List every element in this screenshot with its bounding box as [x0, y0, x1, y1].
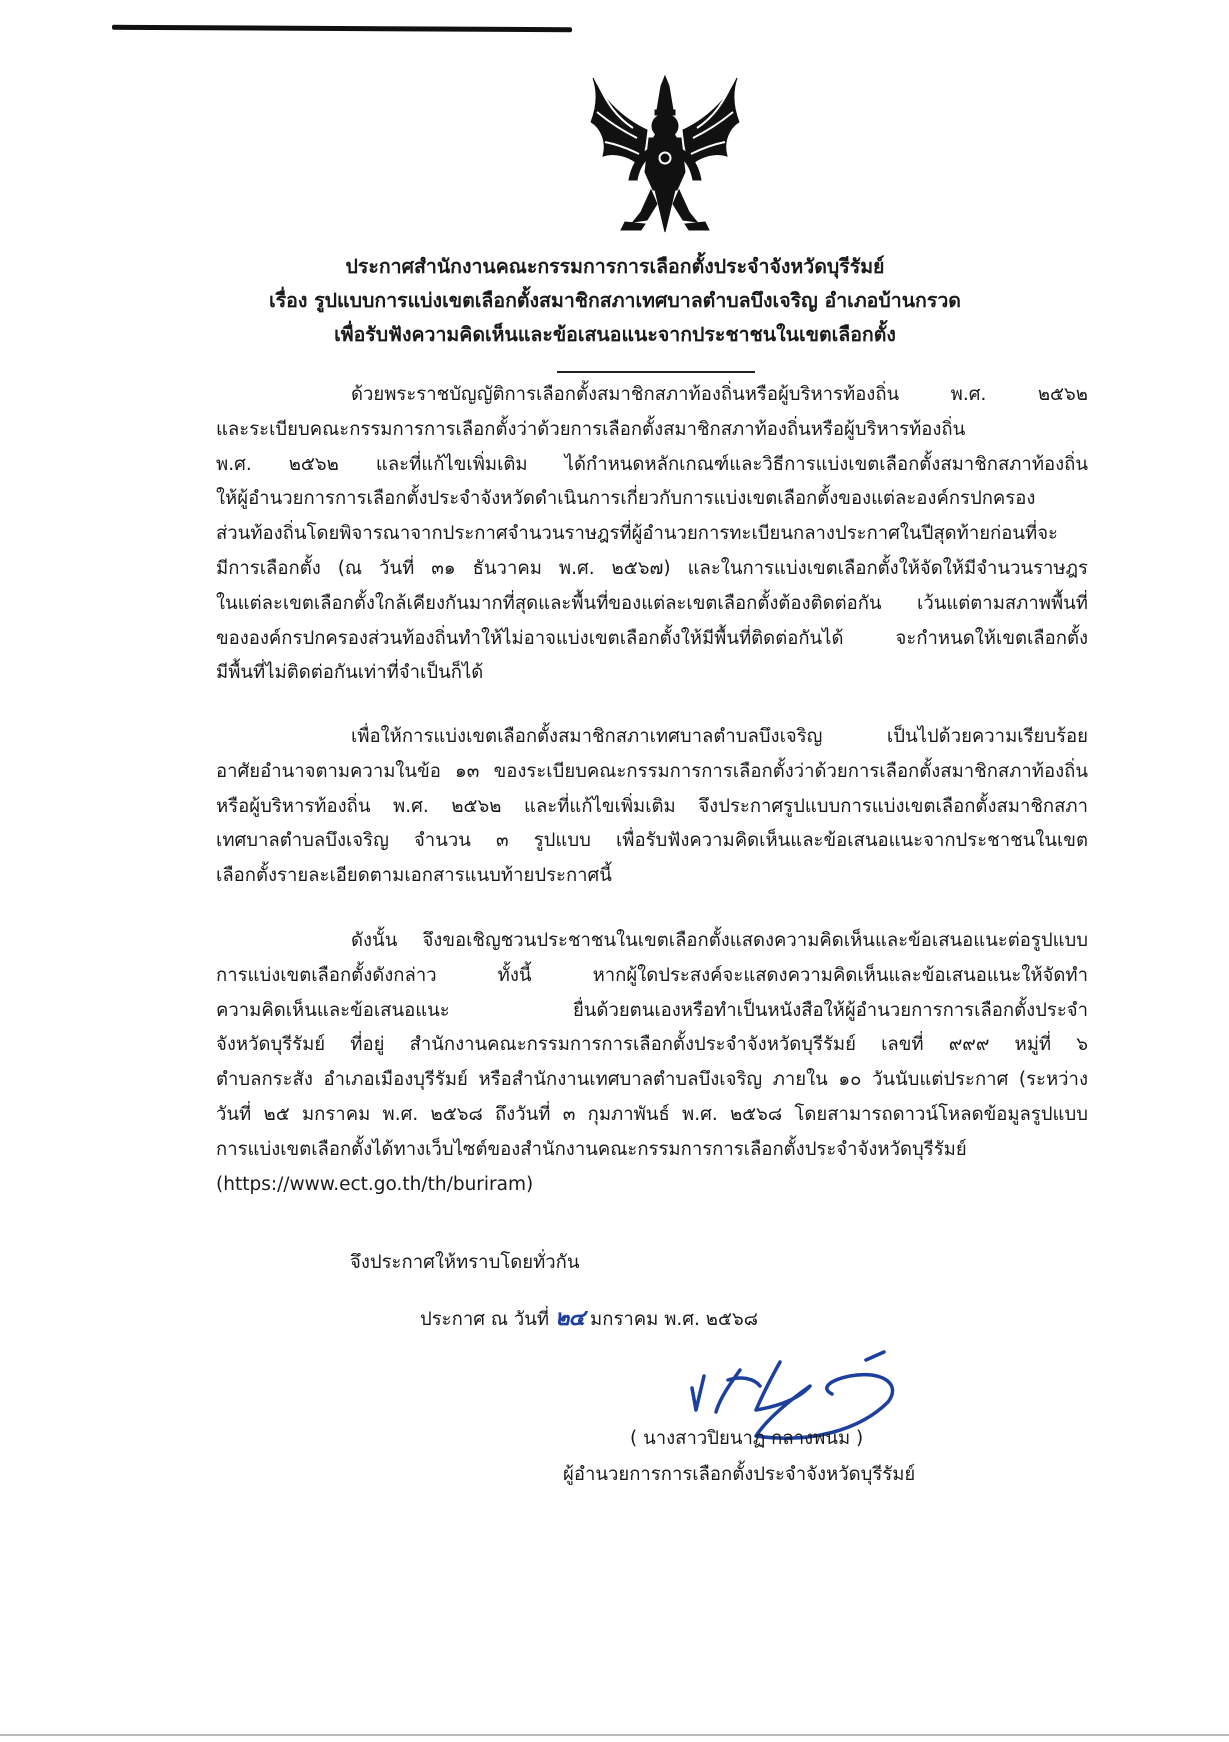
paragraph-line: ในแต่ละเขตเลือกตั้งใกล้เคียงกันมากที่สุดและพื้นที่ของแต่ละเขตเลือกตั้งต้องติดต่อกัน เว้นแต่ตามสภาพพื้นที่ — [216, 592, 1088, 614]
paragraph-line: การแบ่งเขตเลือกตั้งดังกล่าว ทั้งนี้ หากผู้ใดประสงค์จะแสดงความคิดเห็นและข้อเสนอแนะให้จัดทำ — [216, 964, 1088, 986]
date-day-handwritten: ๒๔ — [555, 1306, 585, 1331]
date-suffix: มกราคม พ.ศ. ๒๕๖๘ — [590, 1309, 759, 1330]
paragraph-line: และระเบียบคณะกรรมการการเลือกตั้งว่าด้วยการเลือกตั้งสมาชิกสภาท้องถิ่นหรือผู้บริหารท้องถิ่น — [216, 418, 966, 440]
paragraph-line: อาศัยอำนาจตามความในข้อ ๑๓ ของระเบียบคณะกรรมการการเลือกตั้งว่าด้วยการเลือกตั้งสมาชิกสภาท้องถิ่น — [216, 760, 1088, 782]
paragraph-line: ให้ผู้อำนวยการการเลือกตั้งประจำจังหวัดดำเนินการเกี่ยวกับการแบ่งเขตเลือกตั้งของแต่ละองค์กรปกครอง — [216, 488, 1036, 510]
announcement-date — [420, 1300, 758, 1335]
paragraph-legal-basis — [216, 378, 1088, 691]
header-purpose: เพื่อรับฟังความคิดเห็นและข้อเสนอแนะจากประชาชนในเขตเลือกตั้ง — [334, 323, 896, 346]
signer-name: ( นางสาวปิยนาฏ กลางพนม ) — [630, 1428, 864, 1449]
paragraph-line: วันที่ ๒๕ มกราคม พ.ศ. ๒๕๖๘ ถึงวันที่ ๓ กุมภาพันธ์ พ.ศ. ๒๕๖๘ โดยสามารถดาวน์โหลดข้อมูลรูปแบบ — [216, 1103, 1088, 1125]
signer-title: ผู้อำนวยการการเลือกตั้งประจำจังหวัดบุรีรัมย์ — [563, 1464, 916, 1485]
header-divider — [557, 371, 755, 373]
paragraph-line: ดังนั้น จึงขอเชิญชวนประชาชนในเขตเลือกตั้งแสดงความคิดเห็นและข้อเสนอแนะต่อรูปแบบ — [351, 930, 1088, 951]
closing-statement: จึงประกาศให้ทราบโดยทั่วกัน — [350, 1252, 580, 1273]
announcement-header — [150, 250, 1080, 352]
paragraph-line: การแบ่งเขตเลือกตั้งได้ทางเว็บไซต์ของสำนักงานคณะกรรมการการเลือกตั้งประจำจังหวัดบุรีรัมย์ — [216, 1138, 967, 1160]
paragraph-line: เทศบาลตำบลบึงเจริญ จำนวน ๓ รูปแบบ เพื่อรับฟังความคิดเห็นและข้อเสนอแนะจากประชาชนในเขต — [216, 830, 1088, 852]
paragraph-line: พ.ศ. ๒๕๖๒ และที่แก้ไขเพิ่มเติม ได้กำหนดหลักเกณฑ์และวิธีการแบ่งเขตเลือกตั้งสมาชิกสภาท้องถิ่น — [216, 453, 1089, 475]
paragraph-line: ความคิดเห็นและข้อเสนอแนะ ยื่นด้วยตนเองหรือทำเป็นหนังสือให้ผู้อำนวยการการเลือกตั้งประจำ — [216, 999, 1088, 1021]
scan-edge-mark — [112, 25, 572, 32]
paragraph-announcement — [216, 720, 1088, 894]
paragraph-line: ขององค์กรปกครองส่วนท้องถิ่นทำให้ไม่อาจแบ่งเขตเลือกตั้งให้มีพื้นที่ติดต่อกันได้ จะกำหนดให้เขตเลือกตั้ง — [216, 627, 1088, 649]
paragraph-line: หรือผู้บริหารท้องถิ่น พ.ศ. ๒๕๖๒ และที่แก้ไขเพิ่มเติม จึงประกาศรูปแบบการแบ่งเขตเลือกตั้งสมาชิกสภา — [216, 795, 1088, 817]
paragraph-line: มีการเลือกตั้ง (ณ วันที่ ๓๑ ธันวาคม พ.ศ. ๒๕๖๗) และในการแบ่งเขตเลือกตั้งให้จัดให้มีจำนวนราษฎร — [216, 557, 1088, 579]
scan-bottom-edge — [0, 1734, 1229, 1736]
paragraph-line: ส่วนท้องถิ่นโดยพิจารณาจากประกาศจำนวนราษฎรที่ผู้อำนวยการทะเบียนกลางประกาศในปีสุดท้ายก่อนที่จะ — [216, 523, 1058, 545]
garuda-emblem — [585, 72, 745, 240]
header-subject: เรื่อง รูปแบบการแบ่งเขตเลือกตั้งสมาชิกสภาเทศบาลตำบลบึงเจริญ อำเภอบ้านกรวด — [269, 289, 961, 312]
header-issuer: ประกาศสำนักงานคณะกรรมการการเลือกตั้งประจำจังหวัดบุรีรัมย์ — [345, 255, 885, 278]
paragraph-line: จังหวัดบุรีรัมย์ ที่อยู่ สำนักงานคณะกรรมการการเลือกตั้งประจำจังหวัดบุรีรัมย์ เลขที่ ๙๙๙ หมู่ที่ ๖ — [216, 1034, 1089, 1056]
paragraph-line: ตำบลกระสัง อำเภอเมืองบุรีรัมย์ หรือสำนักงานเทศบาลตำบลบึงเจริญ ภายใน ๑๐ วันนับแต่ประกาศ (ระหว่าง — [216, 1069, 1088, 1091]
paragraph-invitation — [216, 924, 1088, 1202]
paragraph-line: เพื่อให้การแบ่งเขตเลือกตั้งสมาชิกสภาเทศบาลตำบลบึงเจริญ เป็นไปด้วยความเรียบร้อย — [351, 726, 1088, 747]
paragraph-line: เลือกตั้งรายละเอียดตามเอกสารแนบท้ายประกาศนี้ — [216, 865, 612, 887]
date-prefix: ประกาศ ณ วันที่ — [420, 1309, 550, 1330]
paragraph-line: ด้วยพระราชบัญญัติการเลือกตั้งสมาชิกสภาท้องถิ่นหรือผู้บริหารท้องถิ่น พ.ศ. ๒๕๖๒ — [351, 384, 1088, 405]
website-url: (https://www.ect.go.th/th/buriram) — [216, 1173, 534, 1195]
paragraph-line: มีพื้นที่ไม่ติดต่อกันเท่าที่จำเป็นก็ได้ — [216, 662, 484, 684]
